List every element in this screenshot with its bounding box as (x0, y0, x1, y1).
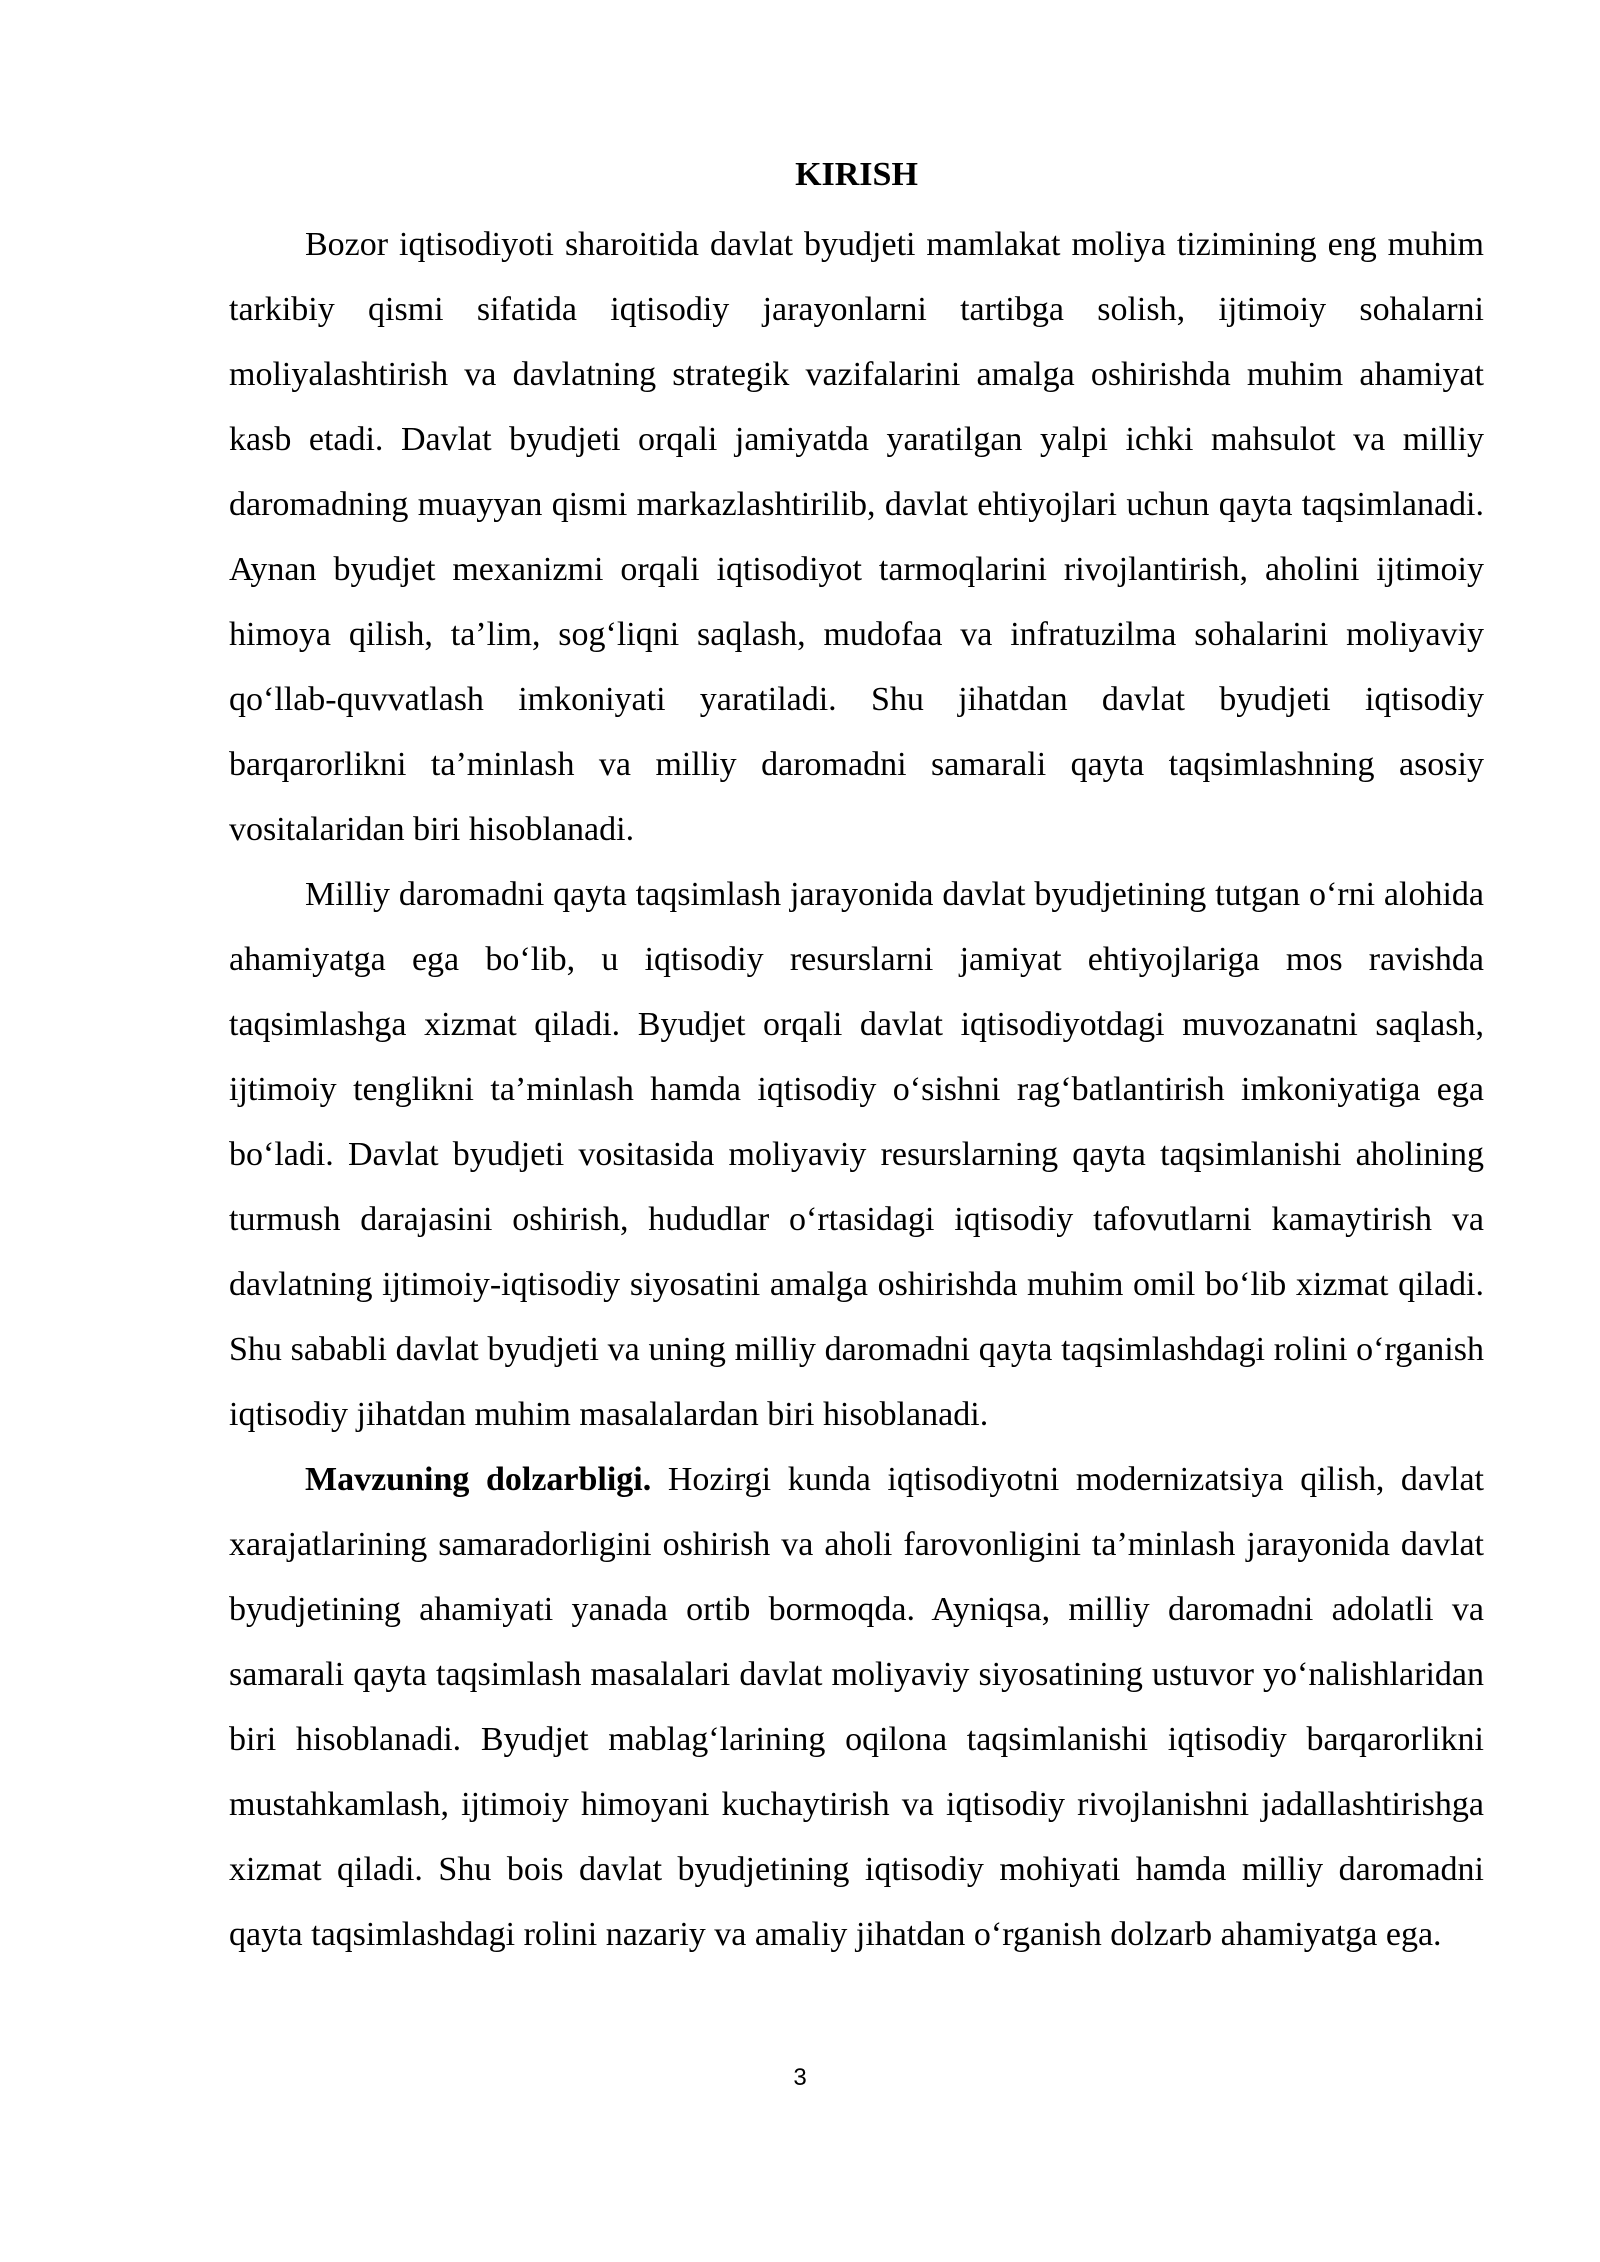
section-heading: KIRISH (795, 156, 918, 193)
page-number: 3 (793, 2064, 807, 2091)
paragraph-relevance (229, 1447, 1484, 1967)
document-page (229, 150, 1484, 1967)
paragraph-lead: Mavzuning dolzarbligi. (305, 1461, 652, 1498)
paragraph-text: Bozor iqtisodiyoti sharoitida davlat byudjeti mamlakat moliya tizimining eng muhim tarkibiy qismi sifatida iqtisodiy jarayonlarni tartibga solish, ijtimoiy sohalarni moliyalashtirish va davlatning strategik vazifalarini amalga oshirishda muhim ahamiyat kasb etadi. Davlat byudjeti orqali jamiyatda yaratilgan yalpi ichki mahsulot va milliy daromadning muayyan qismi markazlashtirilib, davlat ehtiyojlari uchun qayta taqsimlanadi. Aynan byudjet mexanizmi orqali iqtisodiyot tarmoqlarini rivojlantirish, aholini ijtimoiy himoya qilish, ta’lim, sog‘liqni saqlash, mudofaa va infratuzilma sohalarini moliyaviy qo‘llab-quvvatlash imkoniyati yaratiladi. Shu jihatdan davlat byudjeti iqtisodiy barqarorlikni ta’minlash va milliy daromadni samarali qayta taqsimlashning asosiy vositalaridan biri hisoblanadi. (229, 226, 1484, 848)
paragraph-text: Milliy daromadni qayta taqsimlash jarayonida davlat byudjetining tutgan o‘rni alohida ahamiyatga ega bo‘lib, u iqtisodiy resurslarni jamiyat ehtiyojlariga mos ravishda taqsimlashga xizmat qiladi. Byudjet orqali davlat iqtisodiyotdagi muvozanatni saqlash, ijtimoiy tenglikni ta’minlash hamda iqtisodiy o‘sishni rag‘batlantirish imkoniyatiga ega bo‘ladi. Davlat byudjeti vositasida moliyaviy resurslarning qayta taqsimlanishi aholining turmush darajasini oshirish, hududlar o‘rtasidagi iqtisodiy tafovutlarni kamaytirish va davlatning ijtimoiy-iqtisodiy siyosatini amalga oshirishda muhim omil bo‘lib xizmat qiladi. Shu sababli davlat byudjeti va uning milliy daromadni qayta taqsimlashdagi rolini o‘rganish iqtisodiy jihatdan muhim masalalardan biri hisoblanadi. (229, 876, 1484, 1433)
paragraph-redistribution (229, 862, 1484, 1447)
paragraph-text: Hozirgi kunda iqtisodiyotni modernizatsiya qilish, davlat xarajatlarining samaradorligini oshirish va aholi farovonligini ta’minlash jarayonida davlat byudjetining ahamiyati yanada ortib bormoqda. Ayniqsa, milliy daromadni adolatli va samarali qayta taqsimlash masalalari davlat moliyaviy siyosatining ustuvor yo‘nalishlaridan biri hisoblanadi. Byudjet mablag‘larining oqilona taqsimlanishi iqtisodiy barqarorlikni mustahkamlash, ijtimoiy himoyani kuchaytirish va iqtisodiy rivojlanishni jadallashtirishga xizmat qiladi. Shu bois davlat byudjetining iqtisodiy mohiyati hamda milliy daromadni qayta taqsimlashdagi rolini nazariy va amaliy jihatdan o‘rganish dolzarb ahamiyatga ega. (229, 1461, 1484, 1953)
paragraph-intro (229, 212, 1484, 862)
